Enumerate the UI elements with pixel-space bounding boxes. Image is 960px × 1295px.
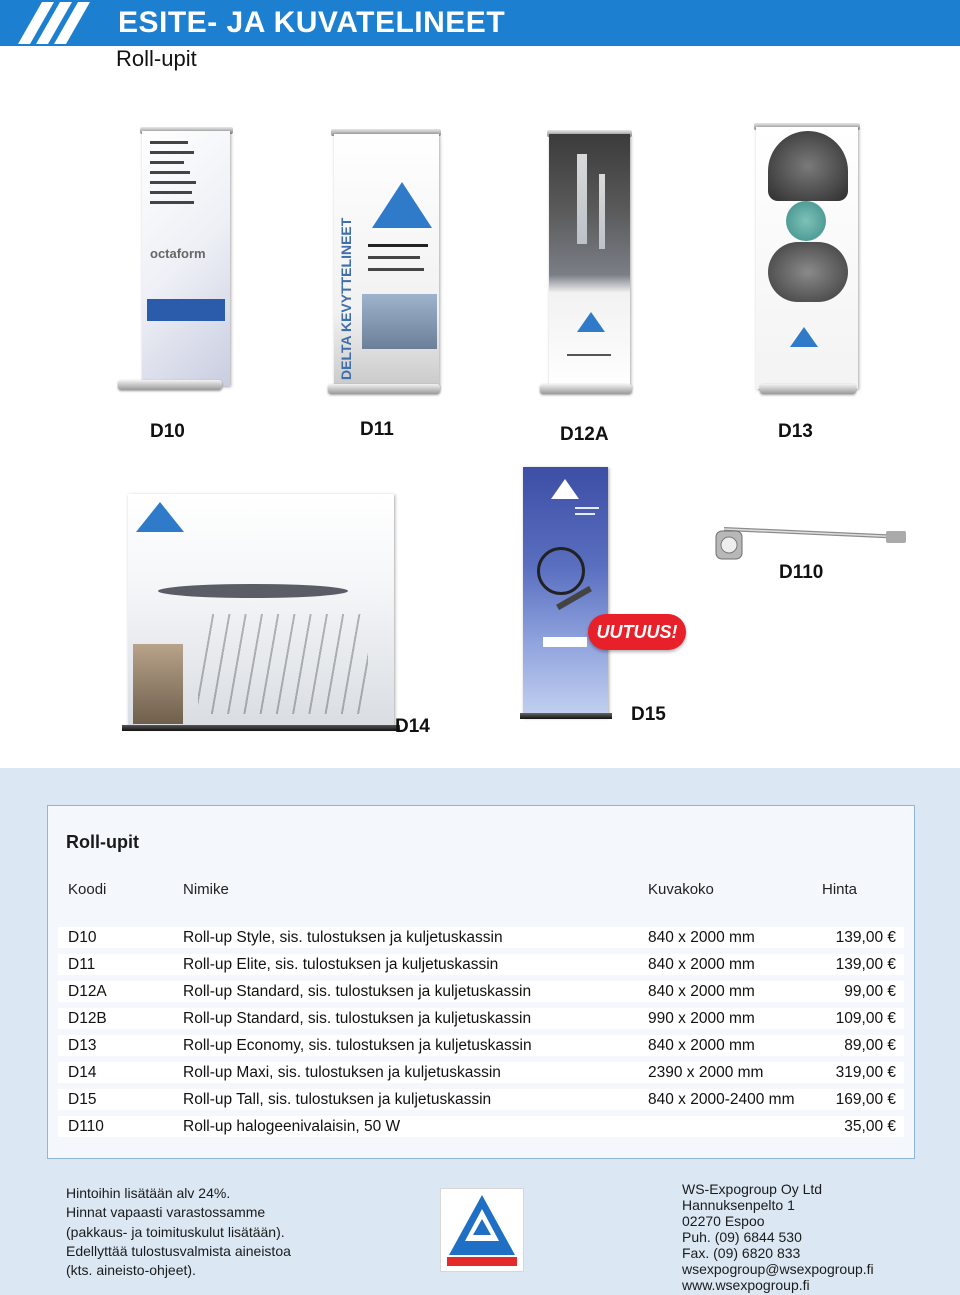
product-code-d15: D15 [631,704,666,725]
street-address: Hannuksenpelto 1 [682,1197,795,1213]
table-row [58,1089,904,1110]
table-row [58,1062,904,1083]
footer-notes [66,1184,291,1280]
cell-size: 840 x 2000 mm [648,956,755,973]
column-header-size: Kuvakoko [648,881,714,898]
contact-info [682,1181,874,1293]
cell-price: 169,00 € [835,1091,896,1108]
product-code-d110: D110 [779,562,824,583]
cell-name: Roll-up Tall, sis. tulostuksen ja kuljetuskassin [183,1091,492,1108]
cell-name: Roll-up Standard, sis. tulostuksen ja kuljetuskassin [183,1010,532,1027]
website-link[interactable]: www.wsexpogroup.fi [682,1277,810,1293]
cell-size: 840 x 2000-2400 mm [648,1091,795,1108]
cell-price: 139,00 € [835,956,896,973]
cell-code: D12A [68,983,107,1000]
note-line: (kts. aineisto-ohjeet). [66,1262,196,1279]
cell-code: D14 [68,1064,97,1081]
note-line: (pakkaus- ja toimituskulut lisätään). [66,1223,285,1240]
cell-size: 840 x 2000 mm [648,929,755,946]
table-row [58,954,904,975]
cell-name: Roll-up Standard, sis. tulostuksen ja kuljetuskassin [183,983,532,1000]
delta-lightsystem-logo [440,1188,524,1272]
price-table-panel [47,805,915,1159]
email-link[interactable]: wsexpogroup@wsexpogroup.fi [682,1261,874,1277]
cell-name: Roll-up Style, sis. tulostuksen ja kuljetuskassin [183,929,503,946]
cell-price: 99,00 € [844,983,896,1000]
cell-code: D15 [68,1091,97,1108]
cell-price: 109,00 € [835,1010,896,1027]
company-name: WS-Expogroup Oy Ltd [682,1181,823,1197]
note-line: Hintoihin lisätään alv 24%. [66,1185,231,1201]
product-code-d12a: D12A [560,424,609,445]
table-row [58,981,904,1002]
cell-size: 840 x 2000 mm [648,1037,755,1054]
product-code-d11: D11 [360,419,394,440]
column-header-name: Nimike [183,881,229,898]
cell-name: Roll-up Elite, sis. tulostuksen ja kuljetuskassin [183,956,499,973]
cell-code: D11 [68,956,96,973]
triangle-logo-icon [441,1189,523,1271]
product-code-d10: D10 [150,421,185,442]
table-title: Roll-upit [66,832,139,852]
table-row [58,1035,904,1056]
product-code-d13: D13 [778,421,813,442]
new-badge: UUTUUS! [588,614,686,650]
cell-price: 319,00 € [835,1064,896,1081]
table-row [58,1116,904,1137]
table-row [58,927,904,948]
column-header-price: Hinta [822,881,858,898]
cell-code: D110 [68,1118,104,1135]
cell-price: 139,00 € [835,929,896,946]
column-header-code: Koodi [68,881,107,898]
page-subtitle: Roll-upit [116,46,197,71]
cell-code: D10 [68,929,97,946]
cell-price: 35,00 € [844,1118,896,1135]
table-row [58,1008,904,1029]
header-band [0,0,960,46]
cell-name: Roll-up Maxi, sis. tulostuksen ja kuljetuskassin [183,1064,501,1081]
product-code-d14: D14 [395,716,430,737]
page-title: ESITE- JA KUVATELINEET [118,6,506,39]
fax: Fax. (09) 6820 833 [682,1245,801,1261]
cell-size: 840 x 2000 mm [648,983,755,1000]
cell-name: Roll-up halogeenivalaisin, 50 W [183,1118,401,1135]
cell-size: 2390 x 2000 mm [648,1064,764,1081]
cell-code: D12B [68,1010,107,1027]
phone: Puh. (09) 6844 530 [682,1229,802,1245]
cell-code: D13 [68,1037,97,1054]
cell-price: 89,00 € [844,1037,896,1054]
note-line: Edellyttää tulostusvalmista aineistoa [66,1242,291,1259]
note-line: Hinnat vapaasti varastossamme [66,1204,266,1221]
cell-name: Roll-up Economy, sis. tulostuksen ja kuljetuskassin [183,1037,532,1054]
cell-size: 990 x 2000 mm [648,1010,755,1027]
postal-address: 02270 Espoo [682,1213,765,1229]
stripes-decoration-icon [18,2,93,44]
